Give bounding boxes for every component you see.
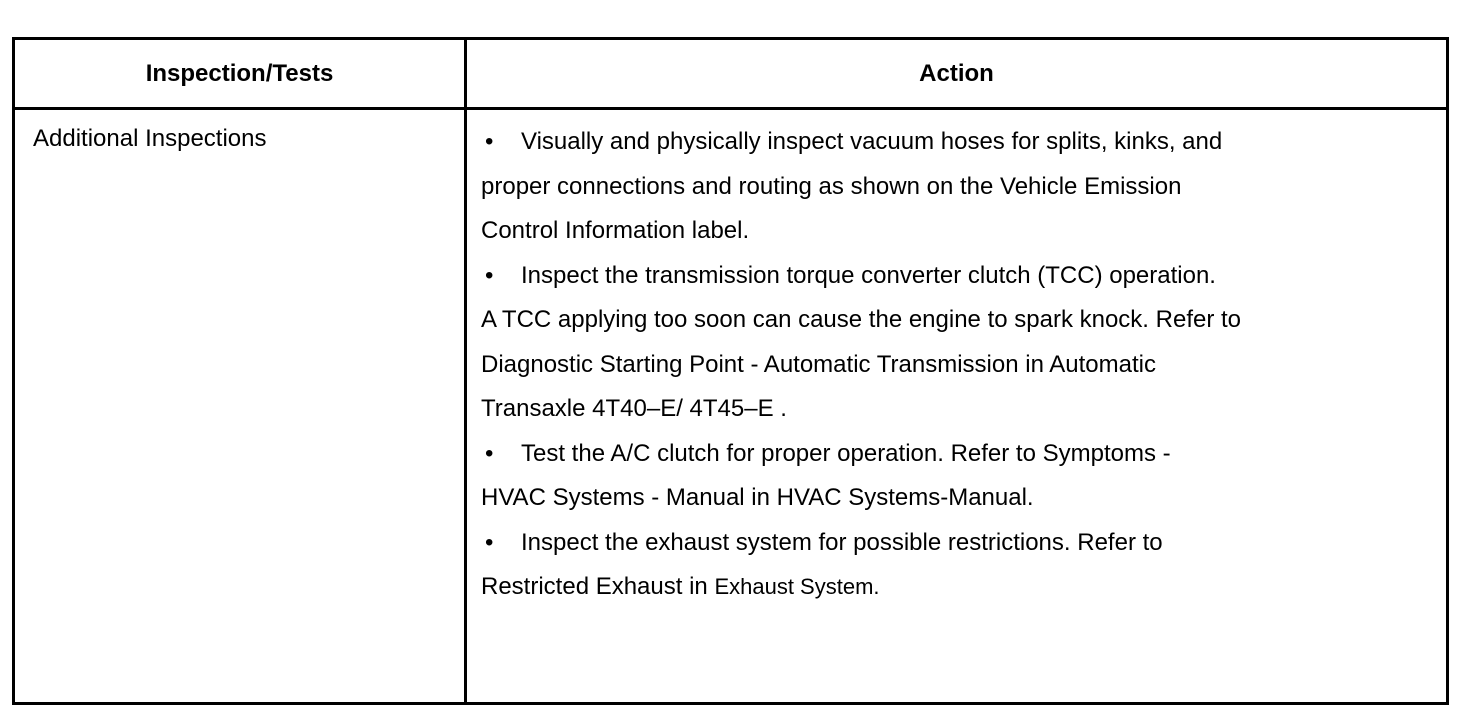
- action-cell: [481, 120, 1431, 610]
- action-text: Diagnostic Starting Point - Automatic Transmission in Automatic: [481, 350, 1156, 378]
- header-inspection-tests: Inspection/Tests: [145, 59, 334, 87]
- column-divider: [464, 40, 467, 702]
- action-text: Restricted Exhaust in: [481, 573, 715, 600]
- action-text: Visually and physically inspect vacuum hoses for splits, kinks, and: [521, 128, 1223, 155]
- action-text: A TCC applying too soon can cause the engine to spark knock. Refer to: [481, 306, 1242, 333]
- inspection-cell: Additional Inspections: [33, 125, 267, 152]
- action-text: Control Information label.: [481, 217, 750, 244]
- header-action: Action: [919, 59, 994, 87]
- action-text: proper connections and routing as shown on the Vehicle Emission: [481, 172, 1182, 200]
- bullet-icon: •: [485, 528, 494, 556]
- action-text-small: Exhaust System.: [714, 574, 880, 599]
- action-text: Test the A/C clutch for proper operation. Refer to Symptoms -: [521, 439, 1171, 467]
- action-line: [481, 565, 1431, 610]
- action-text: Transaxle 4T40–E/ 4T45–E .: [481, 395, 787, 422]
- action-line: [481, 343, 1431, 388]
- bullet-icon: •: [485, 128, 494, 155]
- header-divider: [15, 107, 1446, 110]
- bullet-icon: •: [485, 261, 494, 289]
- action-line: [481, 120, 1431, 165]
- action-line: [481, 432, 1431, 477]
- action-line: [481, 209, 1431, 254]
- action-line: [481, 387, 1431, 432]
- action-text: HVAC Systems - Manual in HVAC Systems-Manual.: [481, 484, 1034, 511]
- action-line: [481, 254, 1431, 299]
- action-text: Inspect the exhaust system for possible restrictions. Refer to: [521, 528, 1163, 556]
- action-line: [481, 298, 1431, 343]
- action-line: [481, 521, 1431, 566]
- bullet-icon: •: [485, 439, 494, 467]
- action-text: Inspect the transmission torque converter clutch (TCC) operation.: [521, 261, 1216, 289]
- action-line: [481, 165, 1431, 210]
- action-line: [481, 476, 1431, 521]
- inspection-table: [12, 37, 1449, 705]
